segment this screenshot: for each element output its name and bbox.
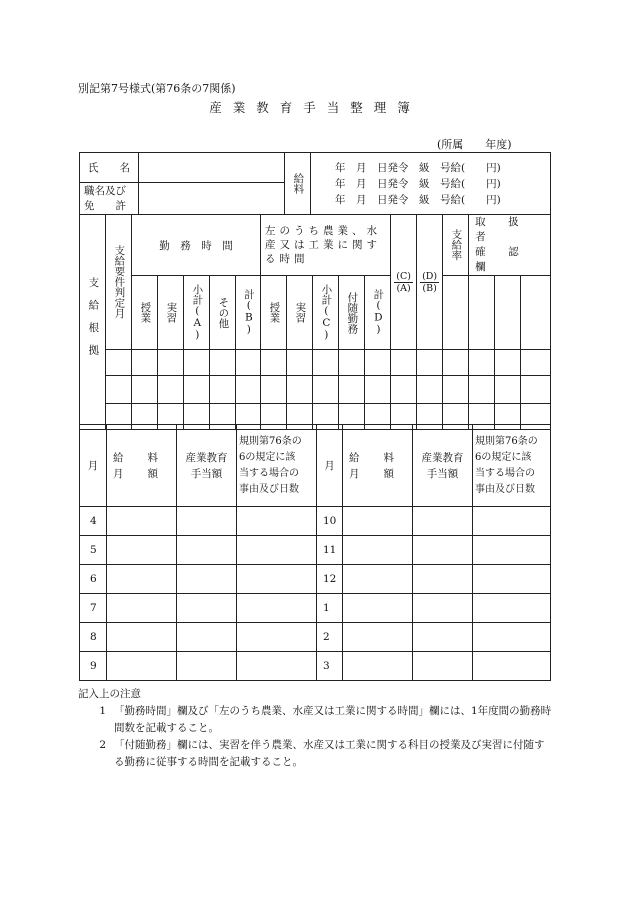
cell[interactable]: [177, 565, 237, 594]
table-row: [80, 623, 551, 652]
sub-col-cell: [365, 276, 391, 350]
month-cell: 9: [80, 652, 107, 681]
salary-line-3: 年 月 日発令 級 号給( 円): [335, 193, 501, 206]
month-cell: 10: [317, 507, 343, 536]
basis-table: [79, 214, 551, 430]
c-over-a-cell: [391, 215, 417, 350]
a-label: (A): [396, 282, 411, 294]
page-title: 産業教育手当整理簿: [209, 100, 421, 115]
handler-cell[interactable]: [521, 276, 551, 350]
month-label: 月: [80, 425, 107, 507]
sub-col-cell: [184, 276, 210, 350]
requirement-label: 支給要件判定月: [113, 245, 126, 319]
cell[interactable]: [132, 350, 158, 376]
b-label: (B): [422, 282, 437, 294]
allowance-label: 産業教育 手当額: [413, 425, 473, 507]
salary-month-label: 給 料 月 額: [107, 425, 177, 507]
salary-month-label: 給 料 月 額: [343, 425, 413, 507]
industry-label: 左のうち農業、水産又は工業に関する時間: [261, 215, 391, 276]
month-cell: 6: [80, 565, 107, 594]
form-id: 別記第7号様式(第76条の7関係): [78, 82, 236, 95]
sub-col-label: 授業: [139, 302, 152, 323]
sub-col-label: 実習: [294, 302, 307, 323]
sub-col-cell: [313, 276, 339, 350]
cell[interactable]: [313, 376, 339, 404]
c-label: (C): [394, 271, 413, 283]
sub-col-label: 小計(C): [320, 284, 333, 341]
cell[interactable]: [132, 376, 158, 404]
month-cell: 5: [80, 536, 107, 565]
cell[interactable]: [343, 565, 413, 594]
cell[interactable]: [413, 594, 473, 623]
cell[interactable]: [339, 376, 365, 404]
month-cell: 1: [317, 594, 343, 623]
cell[interactable]: [473, 623, 551, 652]
cell[interactable]: [107, 594, 177, 623]
work-hours-label: 勤 務 時 間: [132, 215, 261, 276]
d-over-b-cell: [417, 215, 443, 350]
cell[interactable]: [365, 376, 391, 404]
cell[interactable]: [473, 536, 551, 565]
cell[interactable]: [237, 565, 317, 594]
rate-sub-cell[interactable]: [443, 276, 469, 350]
cell[interactable]: [107, 623, 177, 652]
basis-row: [80, 350, 551, 376]
table-row: [80, 507, 551, 536]
cell[interactable]: [261, 376, 287, 404]
sub-col-label: 小計(A): [191, 284, 204, 341]
note-text: 「勤務時間」欄及び「左のうち農業、水産又は工業に関する時間」欄には、1年度間の勤務時間数を記載すること。: [114, 705, 552, 734]
basis-row: [80, 376, 551, 404]
cell[interactable]: [177, 507, 237, 536]
basis-label: 支給根拠: [87, 277, 100, 367]
month-cell: 12: [317, 565, 343, 594]
cell[interactable]: [413, 536, 473, 565]
note-number: 1: [99, 705, 106, 717]
position-label: 職名及び 免 許: [80, 183, 139, 215]
sub-col-label: 授業: [268, 302, 281, 323]
cell[interactable]: [469, 376, 495, 404]
cell[interactable]: [106, 376, 132, 404]
note-number: 2: [99, 739, 106, 751]
sub-col-cell: [261, 276, 287, 350]
cell[interactable]: [417, 350, 443, 376]
cell[interactable]: [413, 565, 473, 594]
cell[interactable]: [237, 594, 317, 623]
cell[interactable]: [210, 350, 236, 376]
name-label: 氏 名: [80, 153, 139, 183]
cell[interactable]: [287, 376, 313, 404]
cell[interactable]: [413, 652, 473, 681]
cell[interactable]: [473, 507, 551, 536]
rate-label: 支給率: [450, 229, 463, 261]
sub-col-cell: [287, 276, 313, 350]
sub-col-cell: [158, 276, 184, 350]
notes: [78, 686, 552, 771]
note-item: [78, 737, 552, 771]
notes-heading: 記入上の注意: [78, 688, 141, 700]
monthly-table: [79, 424, 551, 681]
sub-col-label: 付随勤務: [346, 291, 359, 334]
cell[interactable]: [177, 652, 237, 681]
cell[interactable]: [184, 376, 210, 404]
table-row: [80, 565, 551, 594]
position-field[interactable]: [139, 183, 285, 215]
rate-label-cell: [443, 215, 469, 276]
month-cell: 7: [80, 594, 107, 623]
cell[interactable]: [158, 350, 184, 376]
cell[interactable]: [443, 376, 469, 404]
cell[interactable]: [237, 652, 317, 681]
sub-col-label: 実習: [165, 302, 178, 323]
salary-line-2: 年 月 日発令 級 号給( 円): [335, 177, 501, 190]
salary-label-cell: [285, 153, 311, 215]
cell[interactable]: [413, 623, 473, 652]
cell[interactable]: [417, 376, 443, 404]
sub-col-label: その他: [217, 296, 230, 329]
cell[interactable]: [237, 507, 317, 536]
cell[interactable]: [177, 623, 237, 652]
sub-col-label: 計(D): [372, 289, 385, 336]
cell[interactable]: [343, 507, 413, 536]
cell[interactable]: [473, 594, 551, 623]
cell[interactable]: [107, 652, 177, 681]
cell[interactable]: [343, 623, 413, 652]
cell[interactable]: [313, 350, 339, 376]
note-text: 「付随勤務」欄には、実習を伴う農業、水産又は工業に関する科目の授業及び実習に付随する勤務に従事する時間を記載すること。: [114, 739, 545, 768]
cell[interactable]: [236, 376, 261, 404]
rule-label: 規則第76条の 6の規定に該 当する場合の 事由及び日数: [237, 425, 317, 507]
sub-col-cell: [236, 276, 261, 350]
requirement-label-cell: [106, 215, 132, 350]
salary-label: 給料: [292, 173, 305, 194]
cell[interactable]: [107, 507, 177, 536]
cell[interactable]: [237, 536, 317, 565]
note-item: [78, 703, 552, 737]
table-row: [80, 594, 551, 623]
month-label: 月: [317, 425, 343, 507]
sub-col-cell: [210, 276, 236, 350]
cell[interactable]: [365, 350, 391, 376]
cell[interactable]: [177, 594, 237, 623]
cell[interactable]: [107, 565, 177, 594]
month-cell: 8: [80, 623, 107, 652]
personal-info-table: [79, 152, 551, 215]
d-label: (D): [422, 270, 438, 282]
sub-col-label: 計(B): [242, 289, 255, 336]
table-row: [80, 652, 551, 681]
cell[interactable]: [184, 350, 210, 376]
month-cell: 3: [317, 652, 343, 681]
cell[interactable]: [158, 376, 184, 404]
cell[interactable]: [443, 350, 469, 376]
cell[interactable]: [469, 350, 495, 376]
cell[interactable]: [473, 652, 551, 681]
cell[interactable]: [261, 350, 287, 376]
cell[interactable]: [521, 350, 551, 376]
cell[interactable]: [177, 536, 237, 565]
cell[interactable]: [287, 350, 313, 376]
sub-col-cell: [132, 276, 158, 350]
handler-cell[interactable]: [495, 276, 521, 350]
cell[interactable]: [107, 536, 177, 565]
cell[interactable]: [343, 536, 413, 565]
sub-col-cell: [339, 276, 365, 350]
month-cell: 2: [317, 623, 343, 652]
cell[interactable]: [521, 376, 551, 404]
rule-label: 規則第76条の 6の規定に該 当する場合の 事由及び日数: [473, 425, 551, 507]
allowance-label: 産業教育 手当額: [177, 425, 237, 507]
basis-label-cell: [80, 215, 106, 430]
cell[interactable]: [237, 623, 317, 652]
name-field[interactable]: [139, 153, 285, 183]
sub-header-row: [80, 276, 551, 350]
salary-lines-cell[interactable]: [311, 153, 551, 215]
cell[interactable]: [495, 376, 521, 404]
handler-cell[interactable]: [469, 276, 495, 350]
handler-label: 取 扱 者 確 認 欄: [469, 215, 551, 276]
table-row: [80, 536, 551, 565]
cell[interactable]: [473, 565, 551, 594]
cell[interactable]: [391, 350, 417, 376]
cell[interactable]: [236, 350, 261, 376]
cell[interactable]: [413, 507, 473, 536]
cell[interactable]: [106, 350, 132, 376]
month-cell: 11: [317, 536, 343, 565]
cell[interactable]: [343, 652, 413, 681]
salary-line-1: 年 月 日発令 級 号給( 円): [335, 161, 501, 174]
cell[interactable]: [339, 350, 365, 376]
cell[interactable]: [343, 594, 413, 623]
month-cell: 4: [80, 507, 107, 536]
cell[interactable]: [391, 376, 417, 404]
cell[interactable]: [495, 350, 521, 376]
year-label: (所属 年度): [437, 138, 512, 151]
cell[interactable]: [210, 376, 236, 404]
